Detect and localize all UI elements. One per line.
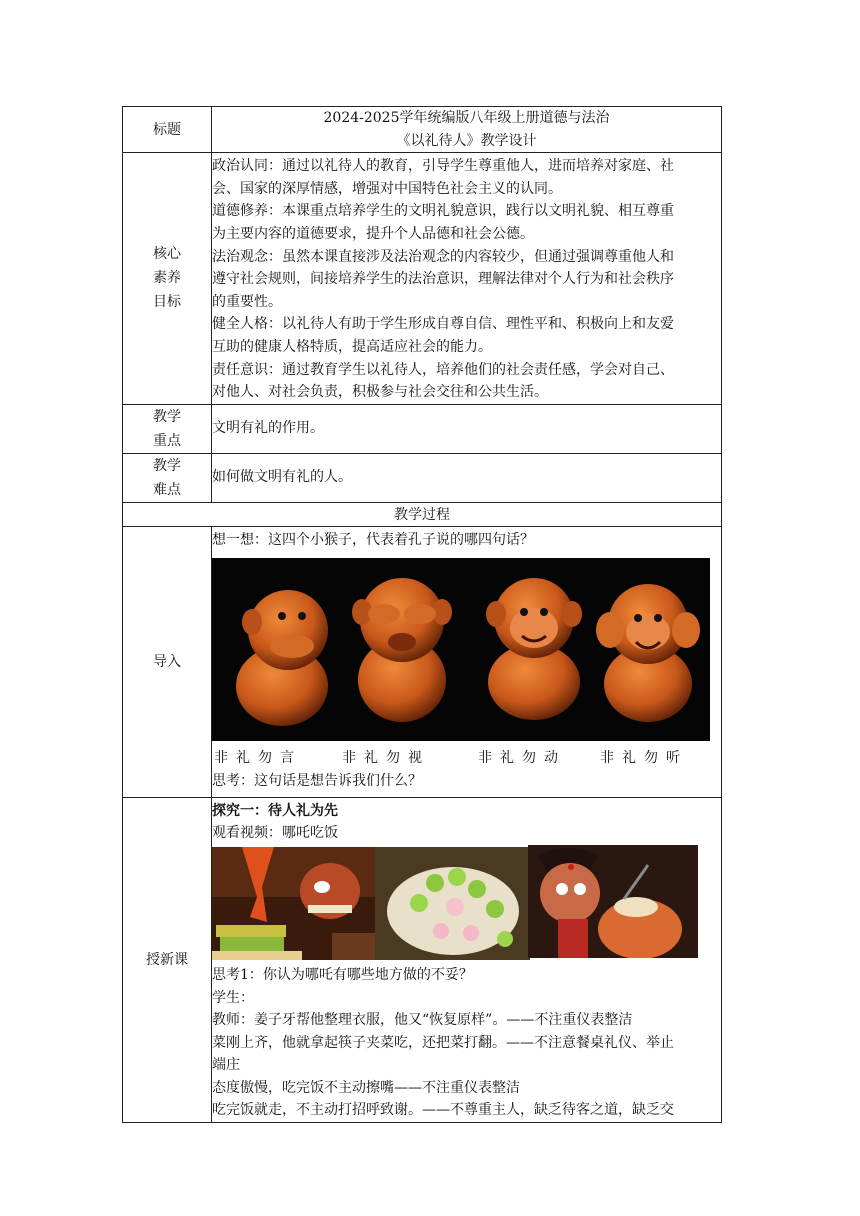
teacher-line: 态度傲慢，吃完饭不主动擦嘴——不注重仪表整洁 xyxy=(212,1079,520,1096)
title-row xyxy=(123,107,722,153)
doc-title-line1: 2024-2025学年统编版八年级上册道德与法治 xyxy=(323,110,610,126)
explore-title: 探究一：待人礼为先 xyxy=(212,802,338,819)
core-line: 健全人格：以礼待人有助于学生形成自尊自信、理性平和、积极向上和友爱 xyxy=(212,316,674,333)
intro-label: 导入 xyxy=(123,526,212,797)
core-label-2: 素养 xyxy=(153,270,181,287)
nezha-still-3 xyxy=(528,845,698,958)
core-line: 会、国家的深厚情感，增强对中国特色社会主义的认同。 xyxy=(212,180,562,197)
core-line: 遵守社会规则，间接培养学生的法治意识，理解法律对个人行为和社会秩序 xyxy=(212,271,674,288)
core-row xyxy=(123,153,722,405)
nezha-still-1 xyxy=(212,847,375,960)
four-monkeys-image xyxy=(212,558,710,741)
proverb-hear: 非礼勿听 xyxy=(600,750,688,767)
nezha-stills xyxy=(212,847,702,960)
newlesson-row xyxy=(123,797,722,1122)
focus-label-1: 教学 xyxy=(153,408,181,425)
intro-question: 想一想：这四个小猴子，代表着孔子说的哪四句话？ xyxy=(212,531,534,548)
difficulty-text: 如何做文明有礼的人。 xyxy=(212,453,722,502)
difficulty-row xyxy=(123,453,722,502)
core-label-3: 目标 xyxy=(153,294,181,311)
focus-label-2: 重点 xyxy=(153,432,181,449)
teacher-line: 端庄 xyxy=(212,1057,240,1074)
teacher-line: 吃完饭就走，不主动打招呼致谢。——不尊重主人，缺乏待客之道，缺乏交 xyxy=(212,1102,674,1119)
newlesson-content xyxy=(212,797,722,1122)
video-title: 观看视频：哪吒吃饭 xyxy=(212,825,338,842)
difficulty-label xyxy=(123,453,212,502)
monkey-speak-no-evil xyxy=(236,590,328,726)
core-line: 互助的健康人格特质，提高适应社会的能力。 xyxy=(212,338,492,355)
intro-content xyxy=(212,526,722,797)
student-answer: 学生： xyxy=(212,989,254,1006)
proverb-see: 非礼勿视 xyxy=(342,750,430,767)
difficulty-label-2: 难点 xyxy=(153,481,181,498)
lesson-plan-table xyxy=(122,106,722,1123)
proverb-act: 非礼勿动 xyxy=(478,750,566,767)
process-heading: 教学过程 xyxy=(123,502,722,526)
core-line: 责任意识：通过教育学生以礼待人，培养他们的社会责任感，学会对自己、 xyxy=(212,361,674,378)
core-line: 政治认同：通过以礼待人的教育，引导学生尊重他人，进而培养对家庭、社 xyxy=(212,158,674,175)
process-row xyxy=(123,502,722,526)
focus-text: 文明有礼的作用。 xyxy=(212,404,722,453)
doc-title xyxy=(212,107,722,153)
core-line: 对他人、对社会负责，积极参与社会交往和公共生活。 xyxy=(212,384,548,401)
proverb-speak: 非礼勿言 xyxy=(214,750,302,767)
focus-label xyxy=(123,404,212,453)
intro-think: 思考：这句话是想告诉我们什么？ xyxy=(212,772,422,789)
nezha-still-2 xyxy=(375,847,530,960)
doc-title-line2: 《以礼待人》教学设计 xyxy=(396,132,537,149)
core-line: 的重要性。 xyxy=(212,293,282,310)
focus-row xyxy=(123,404,722,453)
teacher-line: 菜刚上齐，他就拿起筷子夹菜吃，还把菜打翻。——不注意餐桌礼仪、举止 xyxy=(212,1034,674,1051)
title-label: 标题 xyxy=(123,107,212,153)
think-question-1: 思考1：你认为哪吒有哪些地方做的不妥？ xyxy=(212,966,473,983)
core-content xyxy=(212,153,722,405)
teacher-line: 教师：姜子牙帮他整理衣服，他又“恢复原样”。——不注重仪表整洁 xyxy=(212,1012,633,1029)
newlesson-label: 授新课 xyxy=(123,797,212,1122)
core-line: 道德修养：本课重点培养学生的文明礼貌意识，践行以文明礼貌、相互尊重 xyxy=(212,203,674,220)
core-line: 为主要内容的道德要求，提升个人品德和社会公德。 xyxy=(212,225,534,242)
core-label-1: 核心 xyxy=(153,246,181,263)
intro-row xyxy=(123,526,722,797)
difficulty-label-1: 教学 xyxy=(153,457,181,474)
core-label xyxy=(123,153,212,405)
core-line: 法治观念：虽然本课直接涉及法治观念的内容较少，但通过强调尊重他人和 xyxy=(212,248,674,265)
proverbs-line xyxy=(212,747,721,770)
